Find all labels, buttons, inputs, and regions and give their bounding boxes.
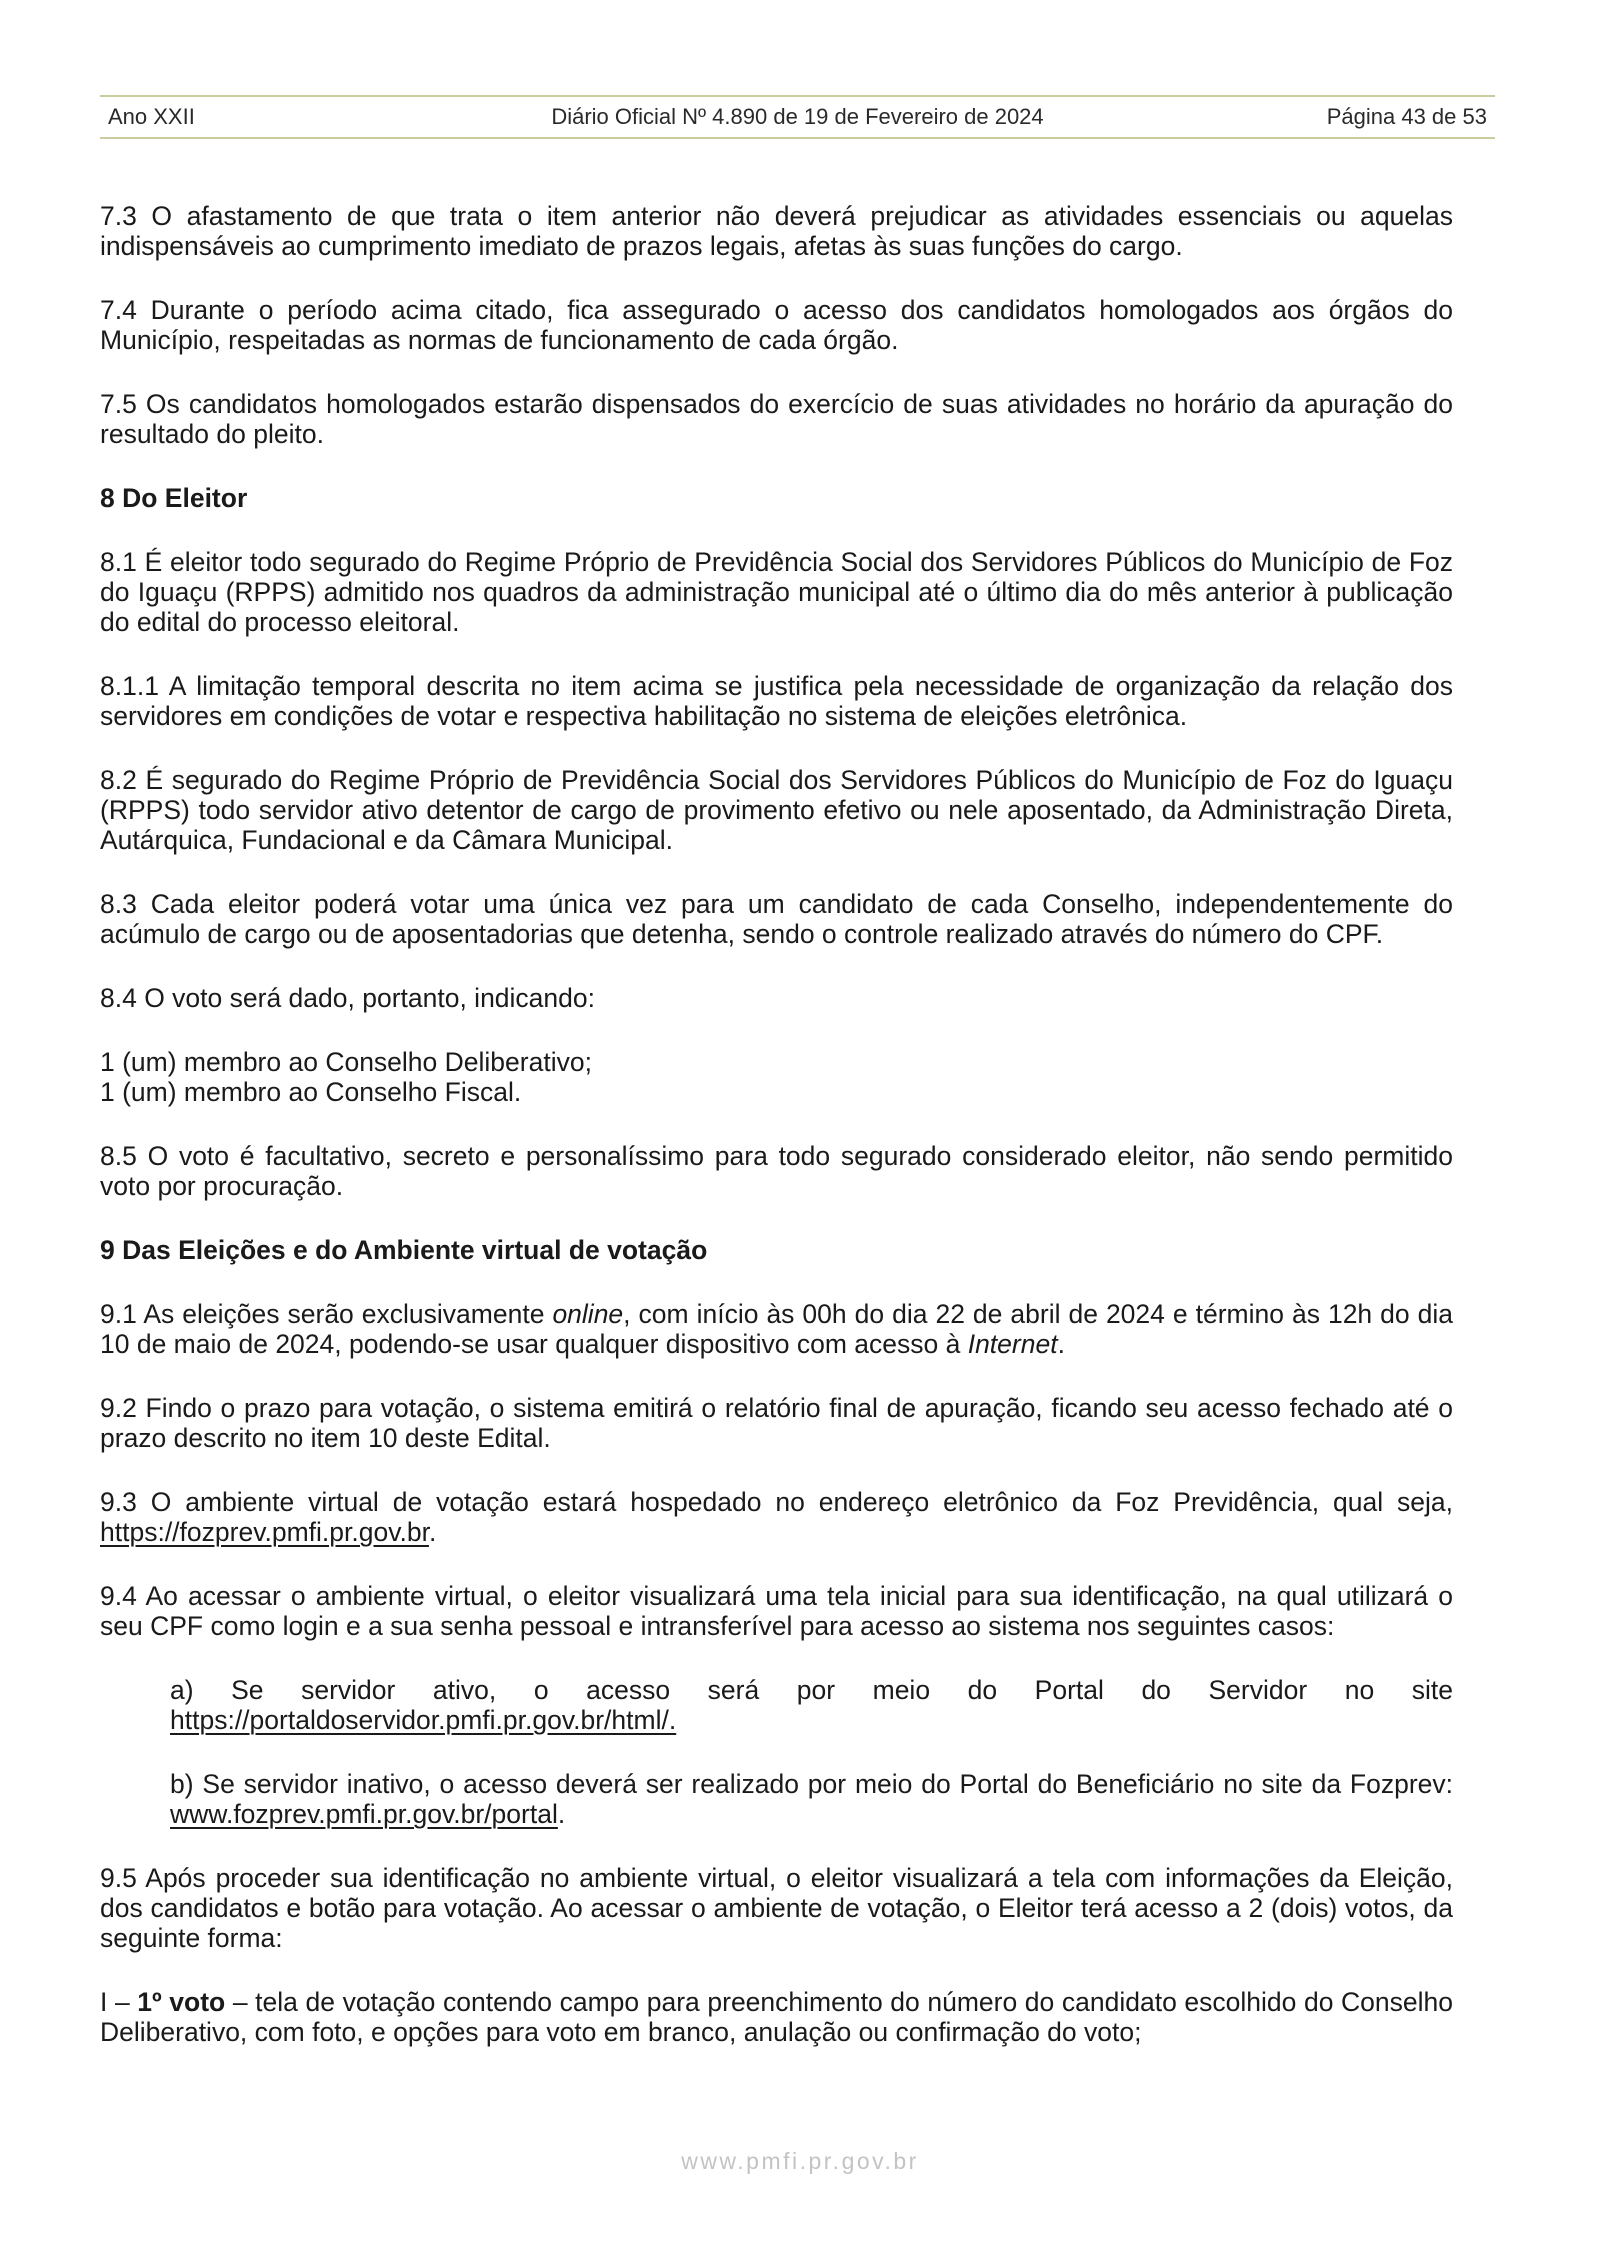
text-run: 8.2 É segurado do Regime Próprio de Previdência Social dos Servidores Públicos do Município de Foz do Iguaçu (RPPS) todo servidor ativo detentor de cargo de provimento efetivo ou nele aposentado, da Administração Direta, Autárquica, Fundacional e da Câmara Municipal. — [100, 765, 1453, 855]
paragraph-7-3 — [100, 201, 1453, 261]
paragraph-9-1 — [100, 1299, 1453, 1359]
text-run: 1º voto — [137, 1987, 226, 2017]
text-run: a) Se servidor ativo, o acesso será por meio do Portal do Servidor no site — [170, 1675, 1453, 1705]
text-run: 9 Das Eleições e do Ambiente virtual de votação — [100, 1235, 708, 1265]
paragraph-9-3 — [100, 1487, 1453, 1547]
text-run: 8.1 É eleitor todo segurado do Regime Próprio de Previdência Social dos Servidores Públicos do Município de Foz do Iguaçu (RPPS) admitido nos quadros da administração municipal até o último dia do mês anterior à publicação do edital do processo eleitoral. — [100, 547, 1453, 637]
text-run: 8.5 O voto é facultativo, secreto e personalíssimo para todo segurado considerado eleitor, não sendo permitido voto por procuração. — [100, 1141, 1453, 1201]
paragraph-8-5 — [100, 1141, 1453, 1201]
paragraph-9-5 — [100, 1863, 1453, 1953]
page-header — [100, 95, 1495, 139]
paragraph-9-4-a — [100, 1675, 1453, 1735]
text-run: 1 (um) membro ao Conselho Fiscal. — [100, 1077, 522, 1107]
header-page-number: Página 43 de 53 — [1326, 104, 1487, 129]
text-run: . — [1057, 1329, 1065, 1359]
text-run: 9.5 Após proceder sua identificação no ambiente virtual, o eleitor visualizará a tela com informações da Eleição, dos candidatos e botão para votação. Ao acessar o ambiente de votação, o Eleitor terá acesso a 2 (dois) votos, da seguinte forma: — [100, 1863, 1453, 1953]
text-run: , com início às 00h do dia 22 de abril de 2024 e término às 12h do dia 10 de maio de 2024, podendo-se usar qualquer dispositivo com acesso à — [100, 1299, 1453, 1359]
page-footer — [0, 2148, 1600, 2175]
text-run: 8.4 O voto será dado, portanto, indicando: — [100, 983, 595, 1013]
text-run: 8.1.1 A limitação temporal descrita no item acima se justifica pela necessidade de organização da relação dos servidores em condições de votar e respectiva habilitação no sistema de eleições eletrônica. — [100, 671, 1453, 731]
text-run: 9.4 Ao acessar o ambiente virtual, o eleitor visualizará uma tela inicial para sua identificação, na qual utilizará o seu CPF como login e a sua senha pessoal e intransferível para acesso ao sistema nos seguintes casos: — [100, 1581, 1453, 1641]
paragraph-i-primeiro-voto — [100, 1987, 1453, 2047]
list-item-conselho-fiscal — [100, 1077, 1453, 1107]
link-portal-do-servidor[interactable]: https://portaldoservidor.pmfi.pr.gov.br/html/. — [170, 1705, 677, 1735]
text-run: 9.2 Findo o prazo para votação, o sistema emitirá o relatório final de apuração, ficando seu acesso fechado até o prazo descrito no item 10 deste Edital. — [100, 1393, 1453, 1453]
list-item-conselho-deliberativo — [100, 1047, 1453, 1077]
text-run: 9.3 O ambiente virtual de votação estará hospedado no endereço eletrônico da Foz Previdência, qual seja, — [100, 1487, 1453, 1517]
paragraph-8-3 — [100, 889, 1453, 949]
heading-8-do-eleitor — [100, 483, 1453, 513]
header-gazette-title: Diário Oficial Nº 4.890 de 19 de Fevereiro de 2024 — [551, 104, 1044, 129]
link-portal-do-beneficiario[interactable]: www.fozprev.pmfi.pr.gov.br/portal — [170, 1799, 558, 1829]
text-run: 9.1 As eleições serão exclusivamente — [100, 1299, 553, 1329]
paragraph-7-4 — [100, 295, 1453, 355]
text-run: . — [428, 1517, 437, 1547]
text-run: . — [557, 1799, 566, 1829]
document-body — [0, 201, 1600, 2047]
text-run: 7.3 O afastamento de que trata o item anterior não deverá prejudicar as atividades essenciais ou aquelas indispensáveis ao cumprimento imediato de prazos legais, afetas às suas funções do cargo. — [100, 201, 1453, 261]
paragraph-9-2 — [100, 1393, 1453, 1453]
paragraph-8-4 — [100, 983, 1453, 1013]
heading-9-das-eleicoes — [100, 1235, 1453, 1265]
text-run: Internet — [967, 1329, 1058, 1359]
text-run: I – — [100, 1987, 138, 2017]
text-run: online — [552, 1299, 624, 1329]
text-run: 1 (um) membro ao Conselho Deliberativo; — [100, 1047, 592, 1077]
text-run: – tela de votação contendo campo para preenchimento do número do candidato escolhido do Conselho Deliberativo, com foto, e opções para voto em branco, anulação ou confirmação do voto; — [100, 1987, 1453, 2047]
text-run: 7.4 Durante o período acima citado, fica assegurado o acesso dos candidatos homologados aos órgãos do Município, respeitadas as normas de funcionamento de cada órgão. — [100, 295, 1453, 355]
link-fozprev[interactable]: https://fozprev.pmfi.pr.gov.br — [100, 1517, 429, 1547]
paragraph-9-4-b — [100, 1769, 1453, 1829]
paragraph-8-2 — [100, 765, 1453, 855]
text-run: 8.3 Cada eleitor poderá votar uma única vez para um candidato de cada Conselho, independentemente do acúmulo de cargo ou de aposentadorias que detenha, sendo o controle realizado através do número do CPF. — [100, 889, 1453, 949]
paragraph-9-4 — [100, 1581, 1453, 1641]
text-run: 8 Do Eleitor — [100, 483, 248, 513]
paragraph-8-1 — [100, 547, 1453, 637]
header-edition-year: Ano XXII — [108, 104, 195, 129]
footer-url: www.pmfi.pr.gov.br — [681, 2148, 919, 2174]
text-run: b) Se servidor inativo, o acesso deverá ser realizado por meio do Portal do Beneficiário no site da Fozprev: — [170, 1769, 1453, 1799]
paragraph-8-1-1 — [100, 671, 1453, 731]
text-run: 7.5 Os candidatos homologados estarão dispensados do exercício de suas atividades no horário da apuração do resultado do pleito. — [100, 389, 1453, 449]
paragraph-7-5 — [100, 389, 1453, 449]
